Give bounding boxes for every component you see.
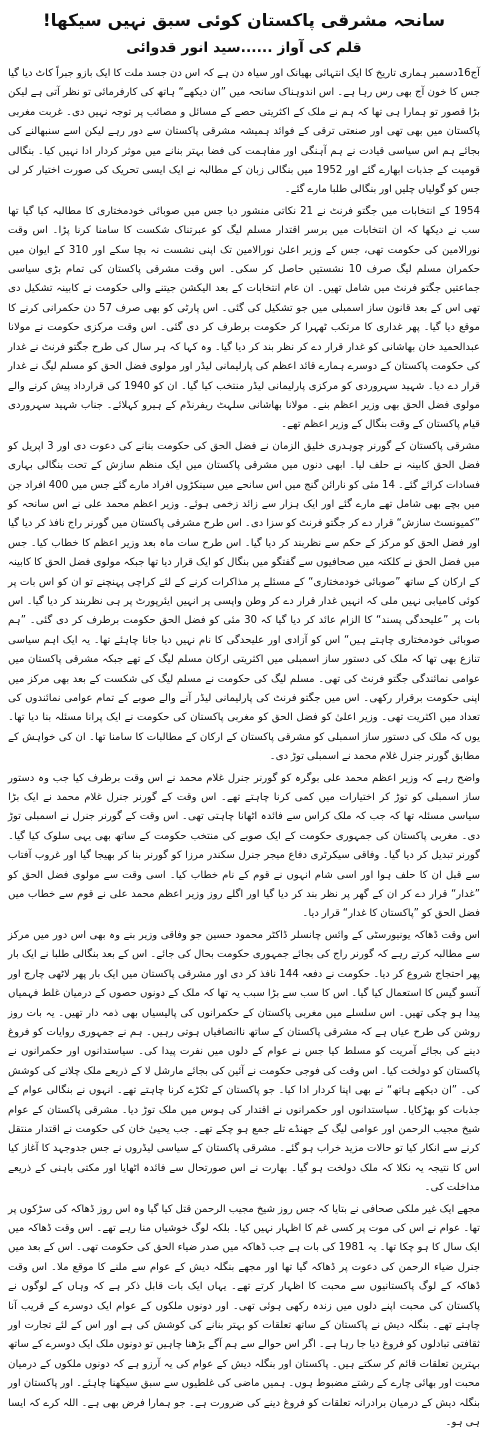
paragraph: مشرقی پاکستان کے گورنر چوہدری خلیق الزمان نے فضل الحق کی حکومت بنانے کی دعوت دی اور 3 اپریل کو فضل الحق کابینہ نے حلف لیا۔ ابھی دنوں میں مشرقی پاکستان میں ایک منظم سازش کے تحت بنگالی بہاری فسادات کرائے گئے۔ 14 مئی کو نارائن گنج میں اس سانحے میں سینکڑوں افراد مارے گئے جس میں 400 افراد جن میں بچے بھی شامل تھے مارے گئے اور ایک ہزار سے زائد زخمی ہوئے۔ وزیر اعظم محمد علی نے اس سانحہ کو ”کمیونسٹ سازش“ قرار دے کر جگتو فرنٹ کو سزا دی۔ اس طرح مشرقی پاکستان میں گورنر راج نافذ کر دیا گیا اور فضل الحق کو مرکز کے حکم سے نظربند کر دیا گیا۔ اس طرح سات ماہ بعد وزیر اعظم کا خطاب کیا۔ جس میں فضل الحق نے کلکتہ میں صحافیوں سے گفتگو میں بنگال کو ایک قرار دیا تھا جبکہ مولوی فضل الحق کا کابینہ کے ارکان کے ساتھ ”صوبائی خودمختاری“ کے مسئلے پر مذاکرات کرنے کے لئے کراچی پہنچنے تو ان کو اس بات پر کوئی کامیابی نہیں ملی کہ انہیں غدار قرار دے کر وطن واپسی پر انہیں ایئرپورٹ پر ہی نظربند کر دیا گیا۔ اس بات پر ”علیحدگی پسند“ کا الزام عائد کر دیا گیا کہ 30 مئی کو فضل الحق حکومت برطرف کر دی گئی۔ ”ہم صوبائی خودمختاری چاہتے ہیں“ اس کو آزادی اور علیحدگی کا نام نہیں دیا جانا چاہئے تھا۔ یہ ایک اہم سیاسی تنازع بھی تھا کہ ملک کی دستور ساز اسمبلی میں اکثریتی ارکان مسلم لیگ کے تھے جبکہ مشرقی پاکستان میں عوامی نمائندگی جگتو فرنٹ کی تھی۔ مسلم لیگ کی حکومت نے مسلم لیگ کی شکست کے بعد بھی مرکز میں اپنی حکومت برقرار رکھی۔ اس میں جگتو فرنٹ کی پارلیمانی لیڈر آنے والے صوبے کے تمام عوامی نمائندوں کی تعداد میں اکثریت تھی۔ وزیر اعلیٰ کو فضل الحق کو مغربی پاکستان کی حکومت نے ایک پرانا مسئلہ بنا دیا تھا۔ یوں کہ ملک کی دستور ساز اسمبلی کو مشرقی پاکستان کے ارکان کے مطالبات کا سامنا تھا۔ ان کی خواہش کے مطابق گورنر جنرل غلام محمد نے اسمبلی توڑ دی۔ <box>8 440 480 763</box>
paragraph: آج16دسمبر ہماری تاریخ کا ایک انتہائی بھیانک اور سیاہ دن ہے کہ اس دن جسد ملت کا ایک بازو جبراً کاٹ دیا گیا جس کا خون آج بھی رس رہا ہے۔ اس اندوہناک سانحہ میں ”ان دیکھے“ ہاتھ کی کارفرمائی تو نظر آتی ہے لیکن بڑا قصور تو ہمارا ہی تھا کہ ہم نے ملک کے اکثریتی حصے کے مسائل و مصائب پر توجہ نہیں دی۔ غربت مغربی پاکستان میں بھی تھی اور صنعتی ترقی کے فوائد ہمیشہ مشرقی پاکستان سے دور رہے لیکن اسے سنبھالنے کی بجائے ہم اس سیاسی قیادت نے ہم آہنگی اور مفاہمت کی فضا بہتر بنانے میں موثر کردار ادا نہیں کیا۔ بنگالی قومیت کے جذبات ابھارے گئے اور 1952 میں بنگالی زبان کے مطالبہ نے ایک ایسی تحریک کی صورت اختیار کر لی جس کو گولیاں چلیں اور بنگالی طلبا مارے گئے۔ <box>8 68 481 196</box>
paragraph: واضح رہے کہ وزیر اعظم محمد علی بوگرہ کو گورنر جنرل غلام محمد نے اس وقت برطرف کیا جب وہ دستور ساز اسمبلی کو توڑ کر اختیارات میں کمی کرنا چاہتے تھے۔ اس وقت کے گورنر جنرل غلام محمد نے ایک بڑا سیاسی مسئلہ تھا کہ جب کہ ملک کراس سے فائدہ اٹھانا چاہتی تھی۔ اس وقت کے گورنر جنرل نے اسمبلی توڑ دی۔ مغربی پاکستان کی جمہوری حکومت کے ایک صوبے کی منتخب حکومت کے ساتھ بھی یہی سلوک کیا گیا۔ گورنر تبدیل کر دیا گیا۔ وفاقی سیکرٹری دفاع میجر جنرل سکندر مرزا کو گورنر بنا کر بھیجا گیا اور غروب آفتاب سے قبل ان کا حلف ہوا اور اسی شام انہوں نے قوم کے نام خطاب کیا۔ اسی وقت سے مولوی فضل الحق کو ”غدار“ قرار دے کر ان کے گھر پر نظر بند کر دیا گیا اور اگلے روز وزیر اعظم محمد علی نے قوم سے خطاب میں فضل الحق کو ”پاکستان کا غدار“ قرار دیا۔ <box>8 772 480 920</box>
paragraph: اس وقت ڈھاکہ یونیورسٹی کے وائس چانسلر ڈاکٹر محمود حسین جو وفاقی وزیر بنے وہ بھی اس دور میں مرکز سے مطالبہ کرتے رہے کہ گورنر راج کی بجائے جمہوری حکومت بحال کی جائے۔ اس کے بعد بنگالی طلبا نے ایک بار پھر احتجاج شروع کر دیا۔ حکومت نے دفعہ 144 نافذ کر دی اور مشرقی پاکستان میں ایک بار پھر لاٹھی چارج اور آنسو گیس کا استعمال کیا گیا۔ اس کا سب سے بڑا سبب یہ تھا کہ ملک کے دونوں حصوں کے درمیان غلط فہمیاں پیدا ہو چکی تھیں۔ اس سلسلے میں مغربی پاکستان کے حکمرانوں کی پالیسیاں بھی ذمہ دار تھیں۔ یہ بات روز روشن کی طرح عیاں ہے کہ مشرقی پاکستان کے ساتھ ناانصافیاں ہوتی رہیں۔ ہم نے جمہوری روایات کو فروغ دینے کی بجائے آمریت کو مسلط کیا جس نے عوام کے دلوں میں نفرت پیدا کی۔ سیاستدانوں اور حکمرانوں نے پاکستان کو دولخت کیا۔ اس وقت کی فوجی حکومت نے آئین کی بجائے مارشل لا کے ذریعے ملک چلانے کی کوشش کی۔ ”ان دیکھے ہاتھ“ نے بھی اپنا کردار ادا کیا۔ جو پاکستان کے ٹکڑے کرنا چاہتے تھے۔ انہوں نے بنگالی عوام کے جذبات کو بھڑکایا۔ سیاستدانوں اور حکمرانوں نے اقتدار کی ہوس میں ملک توڑ دیا۔ مشرقی پاکستان کے عوام شیخ مجیب الرحمن اور عوامی لیگ کے جھنڈے تلے جمع ہو چکے تھے۔ جب یحییٰ خان کی حکومت نے اقتدار منتقل کرنے سے انکار کیا تو حالات مزید خراب ہو گئے۔ مشرقی پاکستان کے سیاسی لیڈروں نے جس جدوجہد کا آغاز کیا اس کا نتیجہ یہ نکلا کہ ملک دولخت ہو گیا۔ بھارت نے اس صورتحال سے فائدہ اٹھایا اور مکتی باہنی کے ذریعے مداخلت کی۔ <box>8 929 480 1194</box>
byline: قلم کی آواز ......سید انور قدوائی <box>126 40 362 56</box>
headline: سانحہ مشرقی پاکستان کوئی سبق نہیں سیکھا! <box>42 11 446 31</box>
article-body <box>8 64 481 1429</box>
paragraph: مجھے ایک غیر ملکی صحافی نے بتایا کہ جس روز شیخ مجیب الرحمن قتل کیا گیا وہ اس روز ڈھاکہ کی سڑکوں پر تھا۔ عوام نے اس کی موت پر کسی غم کا اظہار نہیں کیا۔ بلکہ لوگ خوشیاں منا رہے تھے۔ اس وقت ڈھاکہ میں ایک سال کا ہو چکا تھا۔ یہ 1981 کی بات ہے جب ڈھاکہ میں صدر ضیاء الحق کی حکومت تھی۔ اس کے بعد میں جنرل ضیاء الرحمن کی دعوت پر ڈھاکہ گیا تھا اور مجھے بنگلہ دیش کے عوام سے ملنے کا موقع ملا۔ اس وقت ڈھاکہ کے لوگ پاکستانیوں سے محبت کا اظہار کرتے تھے۔ یہاں ایک بات قابل ذکر ہے کہ وہاں کے لوگوں نے پاکستان کی محبت اپنے دلوں میں زندہ رکھی ہوئی تھی۔ اور دونوں ملکوں کے عوام ایک دوسرے کے قریب آنا چاہتے تھے۔ بنگلہ دیش نے پاکستان کے ساتھ تعلقات کو بہتر بنانے کی کوشش کی ہے اور اس کے لئے تجارت اور ثقافتی تبادلوں کو فروغ دیا جا رہا ہے۔ اگر اس حوالے سے ہم آگے بڑھنا چاہیں تو دونوں ملک ایک دوسرے کے ساتھ بہترین تعلقات قائم کر سکتے ہیں۔ پاکستان اور بنگلہ دیش کے عوام کی یہ آرزو ہے کہ دونوں ملکوں کے درمیان محبت اور بھائی چارے کے رشتے مضبوط ہوں۔ ہمیں ماضی کی غلطیوں سے سبق سیکھنا چاہئے۔ اور پاکستان اور بنگلہ دیش کے درمیان برادرانہ تعلقات کو فروغ دینے کی ضرورت ہے۔ جو ہمارا فرض بھی ہے۔ اللہ کرے کہ ایسا ہی ہو۔ <box>8 1203 480 1429</box>
paragraph: 1954 کے انتخابات میں جگتو فرنٹ نے 21 نکاتی منشور دیا جس میں صوبائی خودمختاری کا مطالبہ کیا گیا تھا سب نے دیکھا کہ ان انتخابات میں برسر اقتدار مسلم لیگ کو عبرتناک شکست کا سامنا کرنا پڑا۔ اس وقت نورالامین کی حکومت تھی، جس کے وزیر اعلیٰ نورالامین تک اپنی نشست نہ بچا سکے اور 310 کے ایوان میں حکمران مسلم لیگ صرف 10 نشستیں حاصل کر سکی۔ اس وقت مشرقی پاکستان کی تمام بڑی سیاسی جماعتیں جگتو فرنٹ میں شامل تھیں۔ ان عام انتخابات کے بعد الیکشن جیتنے والی حکومت نے کابینہ تشکیل دی تھی اس کے بعد قانون ساز اسمبلی میں جو تشکیل کی گئی۔ اس پارٹی کو بھی صرف 57 دن حکمرانی کرنے کا موقع دیا گیا۔ پھر غداری کا مرتکب ٹھہرا کر حکومت برطرف کر دی گئی۔ اس وقت مرکزی حکومت نے مولانا عبدالحمید خان بھاشانی کو غدار قرار دے کر نظر بند کر دیا گیا۔ وہ کہا کہ ہر سال کی طرح جگتو فرنٹ نے غدار کی حکومت پاکستان کے دوسرے ہمارے قائد اعظم کی پارلیمانی لیڈر اور مولوی فضل الحق کو مسلم لیگ نے غدار قرار دے دیا۔ شہید سہروردی کو مرکزی پارلیمانی لیڈر منتخب کیا گیا۔ ان کو 1940 کی قرارداد پیش کرنے والے مولوی فضل الحق بھی وزیر اعظم بنے۔ مولانا بھاشانی سلہٹ ریفرنڈم کے ہیرو کہلائے۔ جناب شہید سہروردی قیام پاکستان کے وقت بنگال کے وزیر اعظم تھے۔ <box>8 205 480 431</box>
